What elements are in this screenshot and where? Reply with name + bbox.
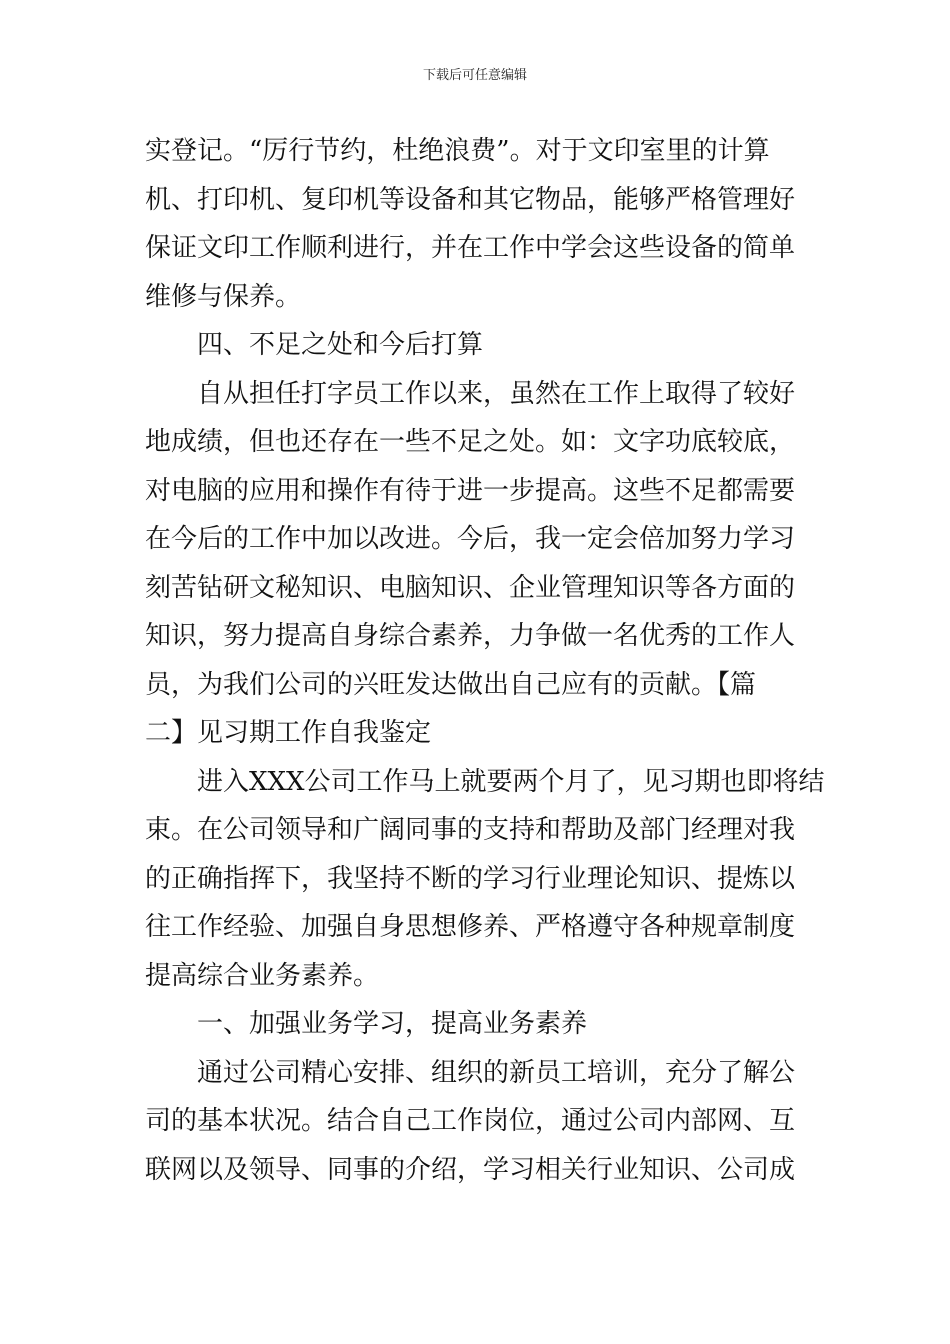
text-line: 地成绩，但也还存在一些不足之处。如：文字功底较底， (145, 427, 796, 457)
text-line: 进入XXX公司工作马上就要两个月了，见习期也即将结 (197, 766, 825, 797)
text-line: 束。在公司领导和广阔同事的支持和帮助及部门经理对我 (145, 815, 796, 845)
text-line: 往工作经验、加强自身思想修养、严格遵守各种规章制度 (145, 912, 796, 942)
section-heading: 一、加强业务学习，提高业务素养 (197, 1009, 588, 1039)
page-header: 下载后可任意编辑 (422, 68, 527, 83)
text-line: 刻苦钻研文秘知识、电脑知识、企业管理知识等各方面的 (145, 572, 796, 603)
text-line: 二】见习期工作自我鉴定 (145, 718, 432, 748)
text-line: 司的基本状况。结合自己工作岗位，通过公司内部网、互 (145, 1106, 796, 1136)
text-line: 联网以及领导、同事的介绍，学习相关行业知识、公司成 (145, 1154, 796, 1185)
text-line: 员，为我们公司的兴旺发达做出自己应有的贡献。【篇 (145, 669, 757, 700)
text-line: 维修与保养。 (145, 281, 302, 312)
text-line: 机、打印机、复印机等设备和其它物品，能够严格管理好 (145, 184, 796, 215)
text-line: 保证文印工作顺利进行，并在工作中学会这些设备的简单 (145, 233, 796, 263)
text-line: 的正确指挥下，我坚持不断的学习行业理论知识、提炼以 (145, 863, 796, 894)
text-line: 在今后的工作中加以改进。今后，我一定会倍加努力学习 (145, 524, 796, 554)
text-line: 对电脑的应用和操作有待于进一步提高。这些不足都需要 (145, 475, 796, 506)
text-line: 自从担任打字员工作以来，虽然在工作上取得了较好 (197, 378, 796, 409)
document-body (145, 127, 825, 1194)
text-line: 通过公司精心安排、组织的新员工培训，充分了解公 (197, 1057, 796, 1088)
text-line: 实登记。“厉行节约，杜绝浪费”。对于文印室里的计算 (145, 136, 770, 166)
text-line: 知识，努力提高自身综合素养，力争做一名优秀的工作人 (145, 621, 796, 651)
section-heading: 四、不足之处和今后打算 (197, 330, 484, 360)
text-line: 提高综合业务素养。 (145, 960, 380, 991)
